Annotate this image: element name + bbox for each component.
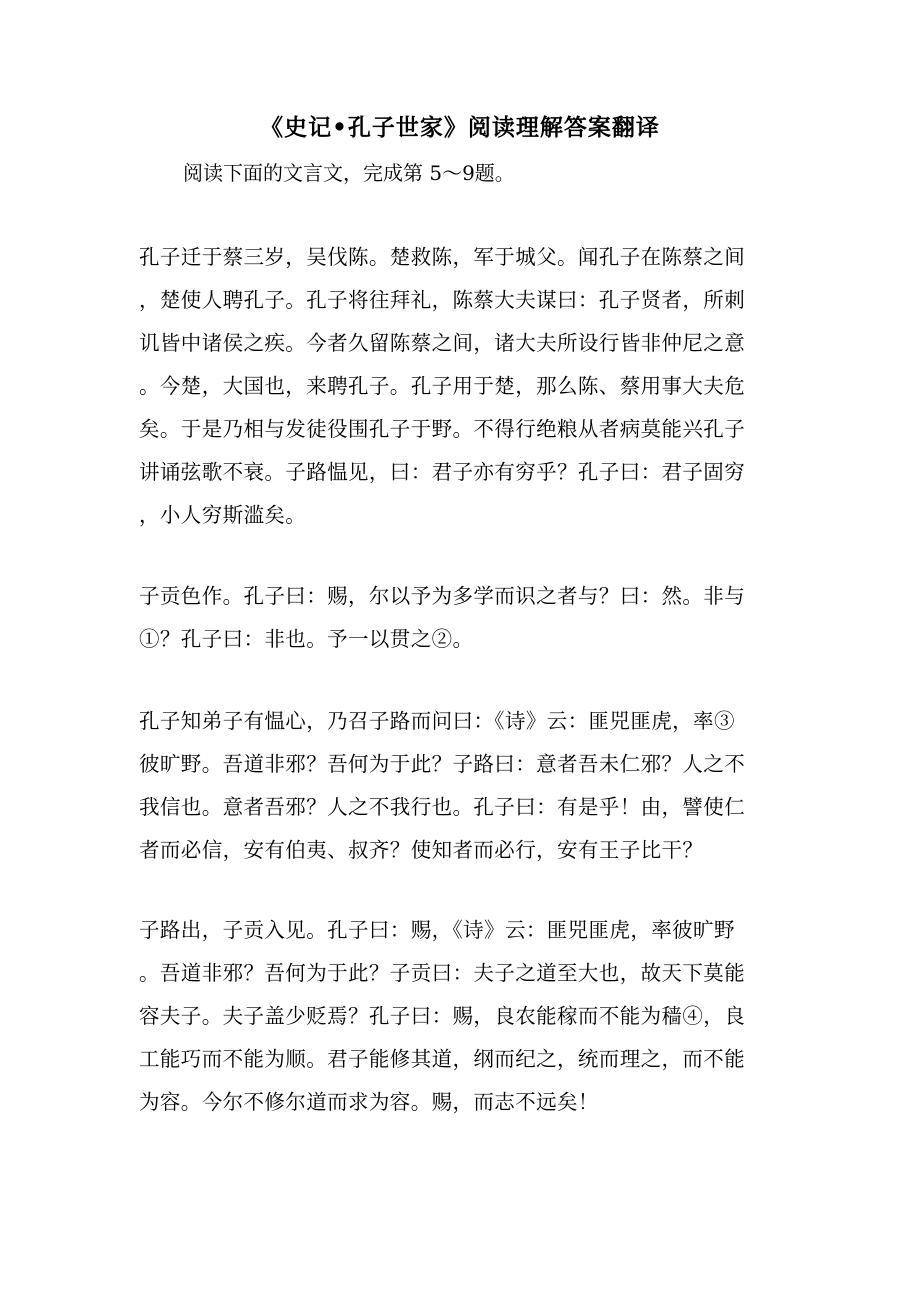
text-line: 为容。今尔不修尔道而求为容。赐，而志不远矣！ [139,1090,599,1114]
text-line: 。吾道非邪？吾何为于此？子贡曰：夫子之道至大也，故天下莫能 [139,961,746,985]
text-line: 子路出，子贡入见。孔子曰：赐，《诗》云：匪兕匪虎，率彼旷野 [139,918,735,942]
text-line: 彼旷野。吾道非邪？吾何为于此？子路曰：意者吾未仁邪？人之不 [139,752,746,776]
text-line: 孔子迁于蔡三岁，吴伐陈。楚救陈，军于城父。闻孔子在陈蔡之间 [139,245,746,269]
text-line: 我信也。意者吾邪？人之不我行也。孔子曰：有是乎！由，譬使仁 [139,795,746,819]
text-line: ①？孔子曰：非也。予一以贯之②。 [139,627,474,651]
text-line: 孔子知弟子有愠心，乃召子路而问曰：《诗》云：匪兕匪虎，率③ [139,709,735,733]
instruction-text: 阅读下面的文言文，完成第 5～9题。 [183,161,515,185]
passage-paragraph-3 [139,700,779,872]
passage-paragraph-2 [139,575,779,661]
text-line: 。今楚，大国也，来聘孔子。孔子用于楚，那么陈、蔡用事大夫危 [139,374,746,398]
text-line: 讲诵弦歌不衰。子路愠见，曰：君子亦有穷乎？孔子曰：君子固穷 [139,460,746,484]
text-line: 矣。于是乃相与发徒役围孔子于野。不得行绝粮从者病莫能兴孔子 [139,417,746,441]
text-line: 子贡色作。孔子曰：赐，尔以予为多学而识之者与？曰：然。非与 [139,584,746,608]
text-line: ，楚使人聘孔子。孔子将往拜礼，陈蔡大夫谋曰：孔子贤者，所刺 [139,288,746,312]
text-line: 容夫子。夫子盖少贬焉？孔子曰：赐，良农能稼而不能为穑④，良 [139,1004,746,1028]
passage-paragraph-1 [139,236,779,537]
text-line: 者而必信，安有伯夷、叔齐？使知者而必行，安有王子比干？ [139,838,704,862]
text-line: 讥皆中诸侯之疾。今者久留陈蔡之间，诸大夫所设行皆非仲尼之意 [139,331,746,355]
text-line: 工能巧而不能为顺。君子能修其道，纲而纪之，统而理之，而不能 [139,1047,746,1071]
passage-paragraph-4 [139,909,779,1124]
document-title: 《史记•孔子世家》阅读理解答案翻译 [260,114,660,141]
text-line: ，小人穷斯滥矣。 [139,503,307,527]
